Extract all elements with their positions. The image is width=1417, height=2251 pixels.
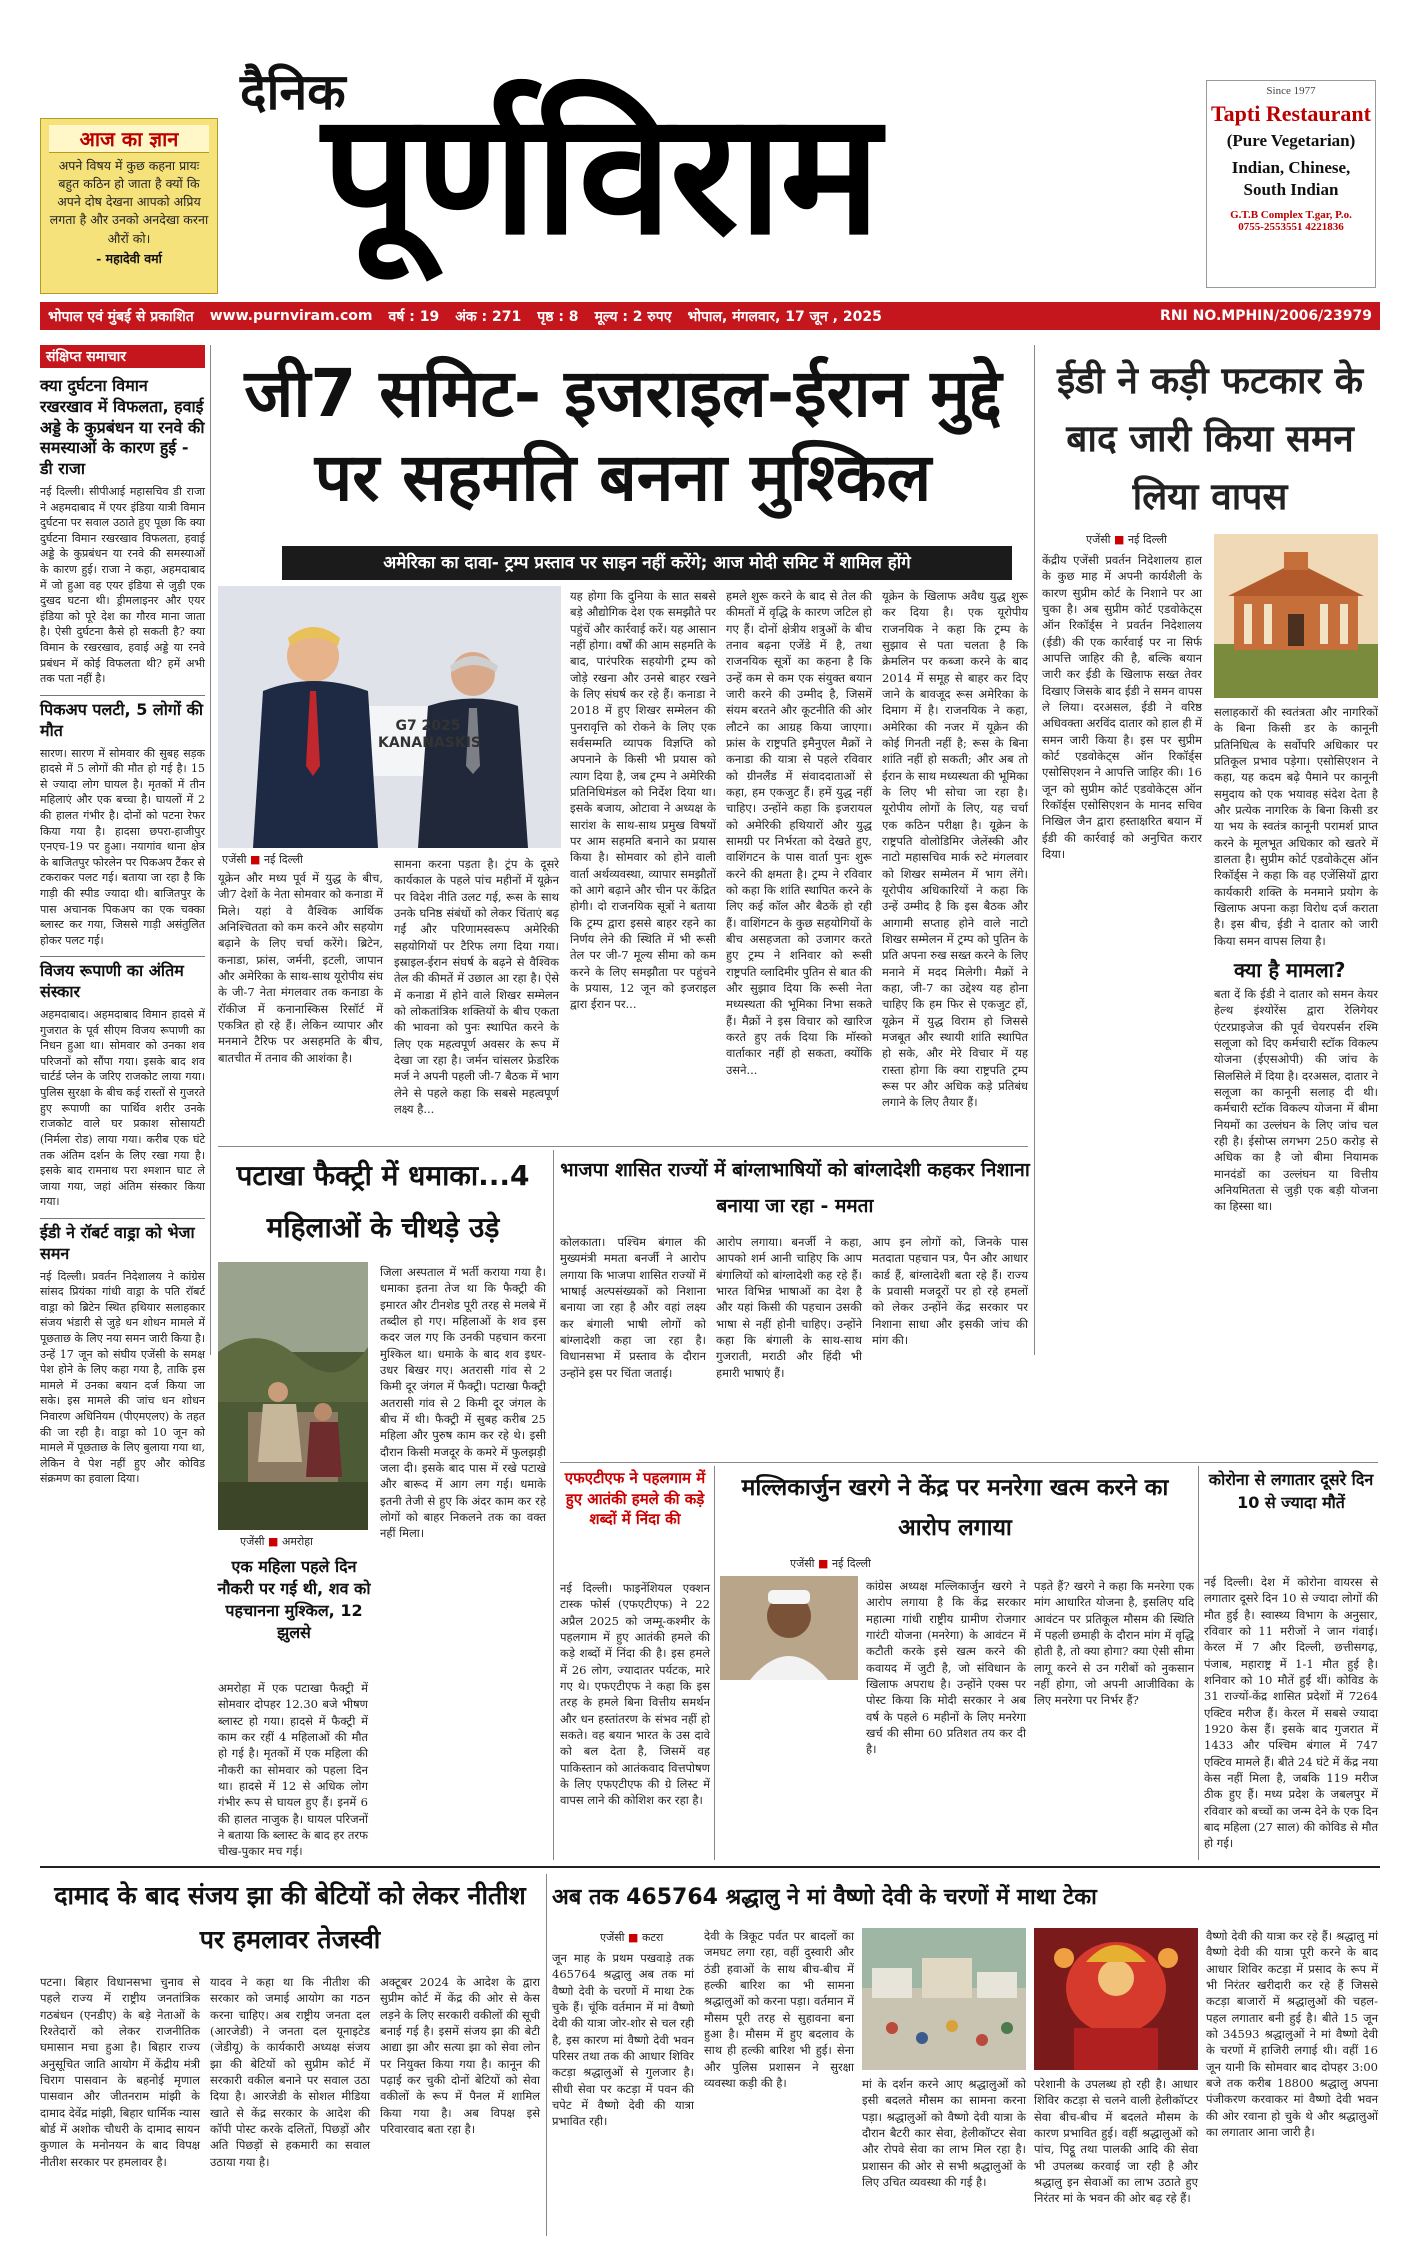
kharge-portrait [720,1576,858,1680]
lead-col-5: यूक्रेन के खिलाफ अवैध युद्ध शुरू कर दिया है। एक यूरोपीय राजनयिक ने कहा कि ट्रम्प के सुझाव से पता चलता है कि क्रेमलिन पर कब्जा करने के बाद 2014 में समूह से बाहर कर दिए जाने के बावजूद रूस अमेरिका के दिमाग में है। राजनयिक ने कहा, अमेरिका की नजर में यूक्रेन की कोई गिनती नहीं है; रूस के बिना शांति नहीं हो सकती; और अब तो ईरान के साथ मध्यस्थता की भूमिका के लिए भी सोचा जा रहा है। यूरोपीय लोगों के लिए, यह चर्चा एक कठिन परीक्षा है। यूक्रेन के राष्ट्रपति वोलोडिमिर जेलेंस्की और नाटो महासचिव मार्क रुटे मंगलवार को शिखर सम्मेलन में भाग लेंगे। यूरोपीय अधिकारियों ने कहा कि उन्हें उम्मीद है कि इस बैठक और आगामी सप्ताह होने वाले नाटो शिखर सम्मेलन में ट्रम्प को पुतिन के प्रति अपना रुख सख्त करने के लिए मनाने में मदद मिलेगी। मैक्रों ने कहा, जी-7 का उद्देश्य यह होना चाहिए कि हम फिर से एकजुट हों, यूक्रेन में युद्ध विराम हो जिससे मजबूत और स्थायी शांति स्थापित हो सके, और मेरे विचार में यह रास्ता होगा कि क्या राष्ट्रपति ट्रम्प रूस पर और अधिक कड़े प्रतिबंध लगाने के लिए तैयार हैं। [882,589,1028,1110]
dateline: भोपाल, मंगलवार, 17 जून , 2025 [687,308,882,325]
bottom-rule [40,1866,1380,1868]
ed-credit: एजेंसी ■ नई दिल्ली [1086,533,1167,546]
kharge-credit-agency: एजेंसी [790,1557,815,1570]
masthead-prefix: दैनिक [240,63,346,121]
pages: पृष्ठ : 8 [537,308,579,325]
vaishno-col-4: परेशानी के उपलब्ध हो रही है। आधार शिविर कटड़ा से चलने वाली हेलीकॉप्टर सेवा बीच-बीच में बदलते मौसम के कारण प्रभावित हुई। वहीं श्रद्धालुओं को पांच, पिट्ठू तथा पालकी आदि की सेवा भी उपलब्ध करवाई जा रही है और श्रद्धालु इन सेवाओं का लाभ उठाते हुए निरंतर मां के भवन की ओर बढ़ रहे हैं। [1034,2077,1198,2206]
corona-body: नई दिल्ली। देश में कोरोना वायरस से लगातार दूसरे दिन 10 से ज्यादा लोगों की मौत हुई है। स्वास्थ्य विभाग के अनुसार, रविवार को 11 मरीजों ने जान गंवाई। केरल में 7 और दिल्ली, छत्तीसगढ़, पंजाब, महाराष्ट्र में 1-1 मौत हुई है। शनिवार को 10 मौतें हुईं थीं। कोविड के 31 राज्यों-केंद्र शासित प्रदेशों में 7264 एक्टिव मरीज हैं। केरल में सबसे ज्यादा 1920 केस हैं। इसके बाद गुजरात में 1433 और पश्चिम बंगाल में 747 एक्टिव मामले हैं। बीते 24 घंटे में केंद्र नया केस नहीं मिला है, जबकि 119 मरीज ठीक हुए हैं। मध्य प्रदेश के जबलपुर में रविवार को बच्चों का जन्म देने के एक दिन बाद महिला (27 साल) की कोविड से मौत हो गई। [1204,1575,1378,1851]
kharge-divider [1198,1466,1199,1860]
gyan-text: अपने विषय में कुछ कहना प्रायः बहुत कठिन हो जाता है क्यों कि अपने दोष देखना आपको अप्रिय लगता है और उनको अनदेखा करना औरों को। [49,158,209,246]
court-photo [1214,534,1378,698]
lead-col-2: सामना करना पड़ता है। ट्रंप के दूसरे कार्यकाल के पहले पांच महीनों में यूक्रेन पर विदेश नीति उलट गई, रूस के साथ उनके घनिष्ठ संबंधों को लेकर चिंताएं बढ़ गईं और परिणामस्वरूप अमेरिकी सहयोगियों पर टैरिफ लगा दिया गया। इस्राइल-ईरान संघर्ष के बढ़ने से वैश्विक तेल की कीमतें में उछाल आ रहा है। ऐसे में कनाडा में होने वाले शिखर सम्मेलन को लोकतांत्रिक शक्तियों के बीच एकता की भावना को पुनः स्थापित करने के लिए एक महत्वपूर्ण अवसर के रूप में देखा जा रहा है। जर्मन चांसलर फ्रेडरिक मर्ज ने अपनी पहली जी-7 बैठक में भाग लेने से पहले कहा कि सबसे महत्वपूर्ण लक्ष्य है... [394,857,559,1116]
lead-col-3: यह होगा कि दुनिया के सात सबसे बड़े औद्योगिक देश एक समझौते पर पहुंचें और कार्रवाई करें। यह आसान नहीं होगा। वर्षों की आम सहमति के बाद, पारंपरिक सहयोगी ट्रम्प को जोड़े रखना और उनसे बाहर रखने के लिए संघर्ष कर रहे हैं। कनाडा ने 2018 में हुए शिखर सम्मेलन की पुनरावृत्ति को रोकने के लिए एक सर्वसम्मति व्यापक विज्ञप्ति को अपनाने के किसी भी प्रयास को त्याग दिया है, जब ट्रम्प ने अमेरिकी प्रतिनिधिमंडल को निर्देश दिया था। इसके बजाय, ओटावा ने अध्यक्ष के सारांश के साथ-साथ प्रमुख विषयों पर आम सहमति बनाने का प्रयास किया है। सोमवार को होने वाली वार्ता अर्थव्यवस्था, व्यापार समझौतों को आगे बढ़ाने और चीन पर केंद्रित होगी। दो राजनयिक सूत्रों ने बताया कि ट्रम्प द्वारा इससे बाहर रहने का निर्णय लेने की स्थिति में भी रूसी तेल पर जी-7 मूल्य सीमा को कम करने के लिए समझौता पर पहुंचने के प्रयास, 12 जून को इजराइल द्वारा ईरान पर... [570,589,716,1012]
sidebar [40,345,205,1486]
bangla-col-3: आप इन लोगों को, जिनके पास मतदाता पहचान पत्र, पैन और आधार कार्ड हैं, बांग्लादेशी बता रहे हैं। राज्य के प्रवासी मजदूरों पर हो रहे हमलों को लेकर उन्होंने केंद्र सरकार पर निशाना साधा और इसकी जांच की मांग की। [872,1235,1028,1347]
factory-divider [553,1150,554,1860]
sidebar-item [40,956,205,1210]
ad-phone: 0755-2553551 4221836 [1238,221,1344,234]
factory-credit-agency: एजेंसी [240,1535,265,1548]
sidebar-item-head: क्या दुर्घटना विमान रखरखाव में विफलता, हवाई अड्डे के कुप्रबंधन या रनवे की समस्याओं के कारण हुई - डी राजा [40,376,205,479]
sidebar-item [40,695,205,949]
blast-scene-illustration [218,1262,368,1530]
kharge-headline: मल्लिकार्जुन खरगे ने केंद्र पर मनरेगा खत्म करने का आरोप लगाया [741,1475,1169,1541]
vaishno-col-3: मां के दर्शन करने आए श्रद्धालुओं को इसी बदलते मौसम का सामना करना पड़ा। श्रद्धालुओं को वैष्णो देवी यात्रा के दौरान बैटरी कार सेवा, हेलीकॉप्टर सेवा और रोपवे सेवा का लाभ मिल रहा है। प्रशासन की ओर से सभी श्रद्धालुओं के लिए उचित व्यवस्था की गई है। [862,2077,1026,2189]
bangla-headline: भाजपा शासित राज्यों में बांग्लाभाषियों को बांग्लादेशी कहकर निशाना बनाया जा रहा - ममता [560,1159,1030,1217]
factory-headline: पटाखा फैक्ट्री में धमाका...4 महिलाओं के चीथड़े उड़े [236,1159,530,1244]
factory-caption: एक महिला पहले दिन नौकरी पर गई थी, शव को पहचानना मुश्किल, 12 झुलसे [217,1557,371,1643]
vaishno-photo-crowd [862,1928,1026,2070]
sidebar-item-body: सारण। सारण में सोमवार की सुबह सड़क हादसे में 5 लोगों की मौत हो गई है। 15 से ज्यादा लोग घायल है। मृतकों में तीन महिलाएं और एक बच्चा है। घायलों में 2 की हालत गंभीर है। दोनों को पटना रेफर किया गया है। हादसा छपरा-हाजीपुर एनएच-19 पर हुआ। नयागांव थाना क्षेत्र के बाजितपुर फोरलेन पर पिकअप टैंकर से टकराकर पलट गई। बताया जा रहा है कि गाड़ी की स्पीड ज्यादा थी। बाजितपुर के पास अचानक पिकअप का एक चक्का ब्लास्ट कर गया, जिससे गाड़ी असंतुलित होकर पलट गई। [40,746,205,947]
g7-photo [218,586,561,848]
vaishno-headline: अब तक 465764 श्रद्धालु ने मां वैष्णो देवी के चरणों में माथा टेका [552,1885,1097,1910]
lead-divider [1034,345,1035,1355]
bangla-col-2: आरोप लगाया। बनर्जी ने कहा, आपको शर्म आनी चाहिए कि आप बंगालियों को बांग्लादेशी कह रहे हैं। भारत विभिन्न भाषाओं का देश है और यहां किसी की पहचान उसकी भाषा से नहीं होनी चाहिए। उन्होंने कहा कि बंगाली के साथ-साथ गुजराती, मराठी और हिंदी भी हमारी भाषाएं हैं। [716,1235,862,1380]
lead-credit: एजेंसी ■ नई दिल्ली [222,853,303,866]
vaishno-credit-city: कटरा [641,1931,664,1944]
pahalgam-divider [714,1466,715,1860]
gyan-title: आज का ज्ञान [49,125,209,153]
ad-name: Tapti Restaurant [1211,101,1371,126]
sidebar-item-head: पिकअप पलटी, 5 लोगों की मौत [40,699,204,740]
lead-credit-agency: एजेंसी [222,853,247,866]
factory-col-1: अमरोहा में एक पटाखा फैक्ट्री में सोमवार दोपहर 12.30 बजे भीषण ब्लास्ट हो गया। हादसे में फैक्ट्री में काम कर रहीं 4 महिलाओं की मौत हो गई है। मृतकों में एक महिला की नौकरी का सोमवार को पहला दिन था। हादसे में 12 से अधिक लोग गंभीर रूप से घायल हुए हैं। इनमें 6 की हालत नाजुक है। घायल परिजनों ने बताया कि ब्लास्ट के बाद हर तरफ चीख-पुकार मच गई। [218,1681,368,1859]
supreme-court-icon [1214,534,1378,698]
sidebar-divider [210,345,211,1355]
kharge-col-1: कांग्रेस अध्यक्ष मल्लिकार्जुन खरगे ने आरोप लगाया है कि केंद्र सरकार महात्मा गांधी राष्ट्रीय ग्रामीण रोजगार गारंटी योजना (मनरेगा) के आवंटन में कटौती करके इसे खत्म करने की कवायद में जुटी है, जो संविधान के खिलाफ अपराध है। उन्होंने एक्स पर पोस्ट किया कि मोदी सरकार ने अब वर्ष के पहले 6 महीनों के लिए मनरेगा खर्च की सीमा 60 प्रतिशत तय कर दी है। [866,1579,1026,1757]
lead-credit-city: नई दिल्ली [263,853,303,866]
bangla-col-1: कोलकाता। पश्चिम बंगाल की मुख्यमंत्री ममता बनर्जी ने आरोप लगाया कि भाजपा शासित राज्यों में भाषाई अल्पसंख्यकों को निशाना बनाया जा रहा है और वहां लक्ष्य कर बंगाली भाषी लोगों को बांग्लादेशी कहा जा रहा है। विधानसभा में प्रस्ताव के दौरान उन्होंने इस पर चिंता जताई। [560,1235,706,1380]
vaishno-credit-agency: एजेंसी [600,1931,625,1944]
info-bar [40,302,1380,330]
tejashwi-divider [546,1874,547,2236]
factory-credit: एजेंसी ■ अमरोहा [240,1535,313,1548]
lead-subhead: अमेरिका का दावा- ट्रम्प प्रस्ताव पर साइन नहीं करेंगे; आज मोदी समिट में शामिल होंगे [282,546,1012,580]
factory-credit-city: अमरोहा [281,1535,313,1548]
vaishno-col-2: देवी के त्रिकूट पर्वत पर बादलों का जमघट लगा रहा, वहीं दुस्वारी और ठंडी हवाओं के साथ बीच-बीच में हल्की बारिश का भी सामना श्रद्धालुओं को करना पड़ा। वर्तमान में मौसम पूरी तरह से सुहावना बना हुआ है। मौसम में हुए बदलाव के साथ ही हल्की बारिश भी हुई। सेना और पुलिस प्रशासन ने सुरक्षा व्यवस्था कड़ी की है। [704,1929,854,2090]
ed-col-2: सलाहकारों की स्वतंत्रता और नागरिकों के बिना किसी डर के कानूनी प्रतिनिधित्व के सर्वोपरि अधिकार पर प्रतिकूल प्रभाव पड़ेगा। एसोसिएशन ने कहा, यह कदम बढ़े पैमाने पर कानूनी समुदाय को एक भयावह संदेश देता है और प्रत्येक नागरिक के बिना किसी डर या भय के स्वतंत्र कानूनी परामर्श प्राप्त करने के मूलभूत अधिकार को खतरे में डालता है। सुप्रीम कोर्ट एडवोकेट्स ऑन रिकॉर्ड्स ने कहा कि वह एजेंसियों द्वारा कार्यकारी शक्ति के मनमाने प्रयोग के खिलाफ अपना कड़ा विरोध दर्ज कराता है। इस बीच, ईडी ने दातार को जारी किया समन वापस लिया है। [1214,705,1378,948]
ed-col-1: केंद्रीय एजेंसी प्रवर्तन निदेशालय हाल के कुछ माह में अपनी कार्यशैली के कारण सुप्रीम कोर्ट के निशाने पर आ चुका है। अब सुप्रीम कोर्ट एडवोकेट्स ऑन रिकॉर्ड्स ने प्रवर्तन निदेशालय (ईडी) की एक कार्रवाई पर ना सिर्फ आपत्ति जाहिर की है, बल्कि बयान जारी कर ईडी के खिलाफ सख्त तेवर दिखाए जिसके बाद ईडी ने समन वापस ले लिया। दरअसल, ईडी ने वरिष्ठ अधिवक्ता अरविंद दातार को हाल ही में समन जारी किया है। इस पर सुप्रीम कोर्ट एडवोकेट्स ऑन रिकॉर्ड्स एसोसिएशन ने आपत्ति जाहिर की। 16 जून को सुप्रीम कोर्ट एडवोकेट्स ऑन रिकॉर्ड्स एसोसिएशन के मानद सचिव निखिल जैन द्वारा हस्ताक्षरित बयान में ईडी की कार्रवाई को अनुचित करार दिया। [1042,553,1202,861]
vaishno-col-1: जून माह के प्रथम पखवाड़े तक 465764 श्रद्धालु अब तक मां वैष्णो देवी के चरणों में माथा टेक चुके हैं। चूंकि वर्तमान में मां वैष्णो देवी की यात्रा जोर-शोर से चल रही है, इस कारण मां वैष्णो देवी भवन परिसर तथा तक की आधार शिविर कटड़ा श्रद्धालुओं से गुलजार है। सीधी सेवा पर कटड़ा में पवन की चपेट में वैष्णो देवी की यात्रा प्रभावित रही। [552,1951,694,2129]
ed-credit-agency: एजेंसी [1086,533,1111,546]
ad-sub: (Pure Vegetarian) [1226,131,1356,150]
pilgrims-illustration [862,1928,1026,2070]
kharge-photo [720,1576,858,1680]
g7-photo-text: G7 2025 KANANASKIS [378,718,482,751]
vaishno-photo-deity [1034,1928,1198,2070]
kharge-credit-city: नई दिल्ली [831,1557,871,1570]
vaishno-credit: एजेंसी ■ कटरा [600,1931,664,1944]
issue: अंक : 271 [455,308,522,325]
tejashwi-col-2: यादव ने कहा था कि नीतीश की सरकार को जमाई आयोग का गठन करना चाहिए। अब राष्ट्रीय जनता दल (आरजेडी) ने जनता दल यूनाइटेड (जेडीयू) के कार्यकारी अध्यक्ष संजय झा की बेटियों को सुप्रीम कोर्ट में सरकारी वकील बनाने पर सवाल उठा दिया है। आरजेडी के सोशल मीडिया खाते से केंद्र सरकार के आदेश की कॉपी पोस्ट करके दलितों, पिछड़ों और अति पिछड़ों से हकमारी का सवाल उठाया गया है। [210,1975,370,2169]
sidebar-item-body: अहमदाबाद। अहमदाबाद विमान हादसे में गुजरात के पूर्व सीएम विजय रूपाणी का निधन हुआ था। सोमवार को उनका शव परिजनों को सौंपा गया। इसके बाद शव चार्टर्ड प्लेन के जरिए राजकोट लाया गया। पुलिस सुरक्षा के बीच कई रास्तों से गुजरते हुए रूपाणी का पार्थिव शरीर उनके राजकोट वाले घर प्रकाश सोसायटी (निर्मला रोड) लाया गया। करीब एक घंटे तक अंतिम दर्शन के लिए रखा गया है। इसके बाद रामनाथ परा श्मशान घाट ले जाया गया, जहां अंतिम संस्कार किया गया। [40,1008,205,1209]
bangla-rule [560,1462,1378,1463]
gyan-box [40,118,218,294]
sidebar-label: संक्षिप्त समाचार [40,345,205,368]
sidebar-item-head: विजय रूपाणी का अंतिम संस्कार [40,961,184,1002]
lead-headline: जी7 समिट- इजराइल-ईरान मुद्दे पर सहमति बनना मुश्किल [244,355,1002,516]
ad-address: G.T.B Complex T.gar, P.o. [1230,209,1352,222]
gyan-author: - महादेवी वर्मा [96,250,162,266]
lead-col-1: यूक्रेन और मध्य पूर्व में युद्ध के बीच, जी7 देशों के नेता सोमवार को कनाडा में मिले। यहां वे वैश्विक आर्थिक अनिश्चितता को कम करने और सहयोग बढ़ाने के लिए चर्चा करेंगे। ब्रिटेन, कनाडा, फ्रांस, जर्मनी, इटली, जापान और अमेरिका के साथ-साथ यूरोपीय संघ के जी-7 नेता मंगलवार तक कनाडा के रॉकीज में कनानास्किस रिसॉर्ट में एकत्रित हो रहे हैं। लेकिन व्यापार और मनमाने टैरिफ पर असहमति के बीच, बातचीत में तनाव की आशंका है। [218,871,383,1065]
tejashwi-headline: दामाद के बाद संजय झा की बेटियों को लेकर नीतीश पर हमलावर तेजस्वी [54,1881,526,1954]
sidebar-item [40,376,205,687]
price: मूल्य : 2 रुपए [594,308,672,325]
website-link[interactable]: www.purnviram.com [209,308,373,324]
g7-leaders-illustration [218,586,561,848]
restaurant-ad [1206,80,1376,288]
vaishno-col-5: वैष्णो देवी की यात्रा कर रहे हैं। श्रद्धालु मां वैष्णो देवी की यात्रा पूरी करने के बाद आधार शिविर कटड़ा में प्रसाद के रूप में भी निरंतर खरीदारी कर रहे हैं जिससे कटड़ा बाजारों में श्रद्धालुओं की चहल-पहल लगातार बनी हुई है। बीते 15 जून को 34593 श्रद्धालुओं ने मां वैष्णो देवी के चरणों में हाजिरी लगाई थी। वहीं 16 जून यानी कि सोमवार बाद दोपहर 3:00 बजे तक करीब 18800 श्रद्धालु अपना पंजीकरण करवाकर मां वैष्णो देवी भवन की ओर रवाना हो चुके थे और श्रद्धालुओं का लगातार आना जारी है। [1206,1929,1378,2139]
ed-credit-city: नई दिल्ली [1127,533,1167,546]
tejashwi-col-1: पटना। बिहार विधानसभा चुनाव से पहले राज्य में राष्ट्रीय जनतांत्रिक गठबंधन (एनडीए) के बड़े नेताओं के रिश्तेदारों को लेकर राजनीतिक घमासान मचा हुआ है। बिहार राज्य अनुसूचित जाति आयोग में केंद्रीय मंत्री चिराग पासवान के बहनोई मृणाल पासवान और जीतनराम मांझी के दामाद देवेंद्र मांझी, बिहार धार्मिक न्यास बोर्ड में अशोक चौधरी के दामाद सायन कुणाल के मनोनयन के बाद विपक्ष नीतीश सरकार पर हमलावर है। [40,1975,201,2169]
factory-photo [218,1262,368,1530]
lead-col-4: हमले शुरू करने के बाद से तेल की कीमतों में वृद्धि के कारण जटिल हो गए हैं। दोनों क्षेत्रीय शत्रुओं के बीच तनाव बढ़ना एजेंडे में है, तथा राजनयिक सूत्रों का कहना है कि उन्हें कम से कम एक संयुक्त बयान जारी करने की उम्मीद है, जिसमें संयम बरतने और कूटनीति की ओर लौटने का आग्रह किया जाएगा। फ्रांस के राष्ट्रपति इमैनुएल मैक्रों ने कनाडा की यात्रा से पहले रविवार को ग्रीनलैंड में संवाददाताओं से कहा, हम एकजुट हैं। हमें युद्ध नहीं चाहिए। उन्होंने कहा कि इजरायल को अमेरिकी हथियारों और युद्ध सामग्री पर निर्भरता को देखते हुए, वाशिंगटन के पास वार्ता पुनः शुरू करने की क्षमता है। ट्रम्प ने रविवार को कहा कि शांति स्थापित करने के लिए कई कॉल और बैठकें हो रही हैं। वाशिंगटन के कुछ सहयोगियों के बीच असहजता को उजागर करते हुए ट्रम्प ने शनिवार को रूसी राष्ट्रपति व्लादिमीर पुतिन से बात की और सुझाव दिया कि रूसी नेता मध्यस्थता की भूमिका निभा सकते हैं। मैक्रों ने इस विचार को खारिज करते हुए तर्क दिया कि मॉस्को वार्ताकार नहीं हो सकता, क्योंकि उसने... [726,589,872,1077]
ad-cuisine: Indian, Chinese, South Indian [1231,158,1351,200]
sidebar-item-head: ईडी ने रॉबर्ट वाड्रा को भेजा समन [40,1222,195,1263]
published-from: भोपाल एवं मुंबई से प्रकाशित [48,308,194,325]
tejashwi-col-3: अक्टूबर 2024 के आदेश के द्वारा सुप्रीम कोर्ट में केंद्र की ओर से केस लड़ने के लिए सरकारी वकीलों की सूची बनाई गई है। इसमें संजय झा की बेटी आद्या झा और सत्या झा को सेवा लोन पर नियुक्त किया गया है। कानून की पढ़ाई कर चुकी दोनों बेटियों को सेवा वकीलों के रूप में पैनल में शामिल किया गया है। अब विपक्ष इसे परिवारवाद बता रहा है। [380,1975,540,2136]
pahalgam-headline: एफएटीएफ ने पहलगाम में हुए आतंकी हमले की कड़े शब्दों में निंदा की [564,1469,706,1529]
ed-headline: ईडी ने कड़ी फटकार के बाद जारी किया समन लिया वापस [1056,359,1364,518]
ad-since: Since 1977 [1266,85,1316,97]
ed-what-body: बता दें कि ईडी ने दातार को समन केयर हेल्थ इंश्योरेंस द्वारा रेलिगेयर एंटरप्राइजेज की पूर्व चेयरपर्सन रश्मि सलूजा को दिए कर्मचारी स्टॉक विकल्प योजना (ईएसओपी) की जांच के सिलसिले में दिया है। दरअसल, दातार ने सलूजा का कानूनी सलाह दी थी। कर्मचारी स्टॉक विकल्प योजना में बीमा नियमों का उल्लंघन के लिए जांच चल रही है। ईसोप्स लगभग 250 करोड़ से अधिक का है जो बीमा नियामक मानदंडों का उल्लंघन या वित्तीय अनियमितता से जुड़ी एक बड़ी योजना का हिस्सा था। [1214,987,1378,1214]
kharge-col-2: पड़ते हैं? खरगे ने कहा कि मनरेगा एक मांग आधारित योजना है, इसलिए यदि आवंटन पर प्रतिकूल मौसम की स्थिति में पहली छमाही के दौरान मांग में वृद्धि होती है, तो क्या होगा? क्या ऐसी सीमा लागू करने से उन गरीबों को नुकसान नहीं होगा, जो अपनी आजीविका के लिए मनरेगा पर निर्भर हैं? [1034,1579,1194,1708]
ed-what-head: क्या है मामला? [1234,958,1346,982]
sidebar-item-body: नई दिल्ली। सीपीआई महासचिव डी राजा ने अहमदाबाद में एयर इंडिया यात्री विमान दुर्घटना पर सवाल उठाते हुए पूछा कि क्या दुर्घटना विमान रखरखाव विफलता, हवाई अड्डे के कुप्रबंधन या रनवे की समस्याओं के कारण हुई। राजा ने कहा, अहमदाबाद में जो हुआ वह एयर इंडिया से जुड़ी एक दुखद घटना थी। ड्रीमलाइनर और एयर इंडिया को पूरे देश का गौरव माना जाता है। ऐसी दुर्घटना कैसे हो सकती है? क्या विमान के रखरखाव, हवाई अड्डे या रनवे प्रबंधन में कोई विफलता थी? हमें अभी तक पता नहीं है। [40,484,205,686]
mid-rule [218,1146,1028,1147]
masthead-title: पूर्णविराम [322,76,879,272]
sidebar-item-body: नई दिल्ली। प्रवर्तन निदेशालय ने कांग्रेस सांसद प्रियंका गांधी वाड्रा के पति रॉबर्ट वाड्रा को ब्रिटेन स्थित हथियार सलाहकार संजय भंडारी से जुड़े धन शोधन मामले में पूछताछ के लिए नया समन जारी किया है। उन्हें 17 जून को संघीय एजेंसी के समक्ष पेश होने के लिए कहा गया है, ताकि इस मामले में उनका बयान दर्ज किया जा सके। इस मामले की जांच धन शोधन निवारण अधिनियम (पीएमएलए) के तहत की जा रही है। वाड्रा को 10 जून को मामले में पूछताछ के लिए बुलाया गया था, लेकिन वे पेश नहीं हुए और कोविड संक्रमण का हवाला दिया। [40,1269,205,1486]
factory-col-2: जिला अस्पताल में भर्ती कराया गया है। धमाका इतना तेज था कि फैक्ट्री की इमारत और टीनशेड पूरी तरह से मलबे में तब्दील हो गए। महिलाओं के शव इस कदर जल गए कि उनकी पहचान करना मुश्किल था। धमाके के बाद शव इधर-उधर बिखर गए। अतरासी गांव से 2 किमी दूर जंगल में फैक्ट्री। पटाखा फैक्ट्री अतरासी गांव से 2 किमी दूर जंगल के बीच में थी। फैक्ट्री में सुबह करीब 25 महिला और पुरुष काम कर रहे थे। इसी दौरान किसी मजदूर के कमरे में फुलझड़ी जला दी। इसके बाद पास में रखे पटाखे और बारूद में आग लग गई। धमाके इतनी तेजी से हुए कि अंदर काम कर रहे लोगों को बाहर निकलने तक का वक्त नहीं मिला। [380,1265,546,1541]
kharge-credit: एजेंसी ■ नई दिल्ली [790,1557,871,1570]
year: वर्ष : 19 [388,308,440,325]
corona-headline: कोरोना से लगातार दूसरे दिन 10 से ज्यादा मौतें [1208,1470,1374,1513]
rni: RNI NO.MPHIN/2006/23979 [1160,308,1372,324]
deity-illustration [1034,1928,1198,2070]
pahalgam-body: नई दिल्ली। फाइनेंशियल एक्शन टास्क फोर्स (एफएटीएफ) ने 22 अप्रैल 2025 को जम्मू-कश्मीर के पहलगाम में हुए आतंकी हमले की कड़े शब्दों में निंदा की है। इस हमले में 26 लोग, ज्यादातर पर्यटक, मारे गए थे। एफएटीएफ ने कहा कि इस तरह के हमले बिना वित्तीय समर्थन और धन हस्तांतरण के संभव नहीं हो सकते। वह बयान भारत के उस दावे को बल देता है, जिसमें वह पाकिस्तान को आतंकवाद वित्तपोषण के लिए एफएटीएफ की ग्रे लिस्ट में वापस लाने की कोशिश कर रहा है। [560,1581,710,1808]
sidebar-item [40,1218,205,1487]
